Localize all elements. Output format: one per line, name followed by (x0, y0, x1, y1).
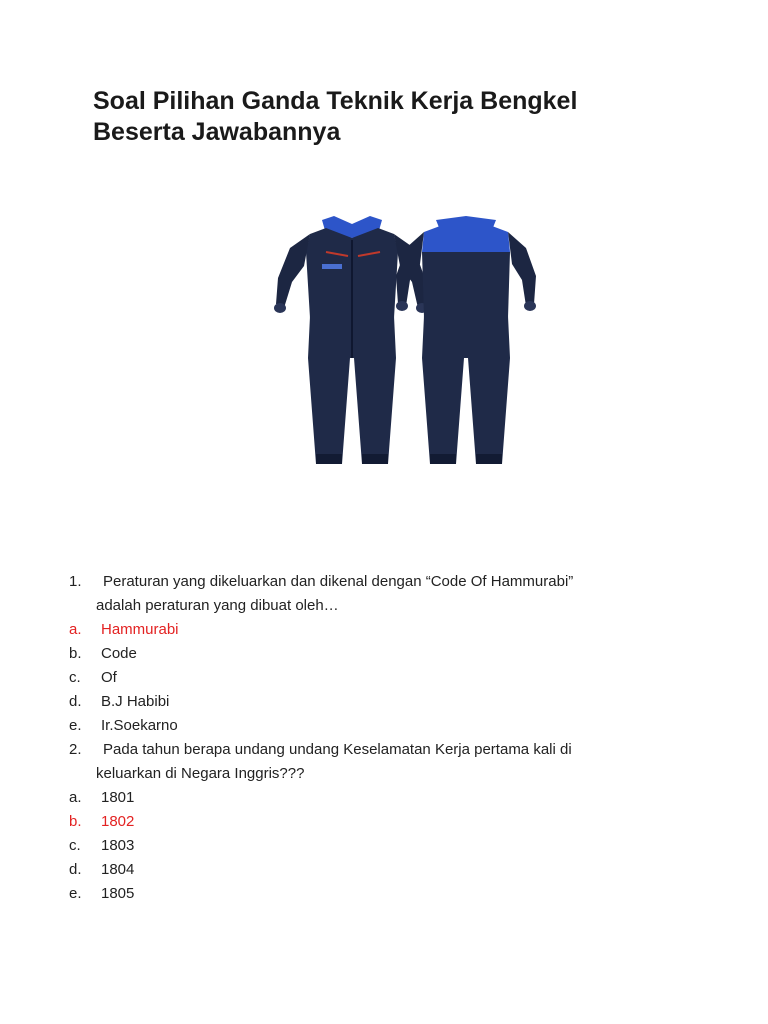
question-number: 2. (69, 741, 82, 758)
option-2c (69, 834, 709, 858)
option-1a (69, 618, 709, 642)
question-text-continued: adalah peraturan yang dibuat oleh… (96, 597, 339, 614)
question-2-continued (69, 762, 709, 786)
option-text: B.J Habibi (101, 693, 170, 710)
option-1e (69, 714, 709, 738)
option-text: 1802 (101, 813, 135, 830)
option-1d (69, 690, 709, 714)
option-letter: b. (69, 645, 82, 662)
option-letter: b. (69, 813, 82, 830)
option-text: Code (101, 645, 137, 662)
question-number: 1. (69, 573, 82, 590)
question-1 (69, 570, 709, 594)
option-letter: a. (69, 789, 82, 806)
coverall-back (396, 216, 536, 464)
option-letter: c. (69, 837, 81, 854)
question-text-continued: keluarkan di Negara Inggris??? (96, 765, 305, 782)
option-letter: d. (69, 693, 82, 710)
option-text: 1804 (101, 861, 135, 878)
option-2d (69, 858, 709, 882)
option-text: 1803 (101, 837, 135, 854)
question-text: Pada tahun berapa undang undang Keselamatan Kerja pertama kali di (103, 741, 572, 758)
option-letter: e. (69, 885, 82, 902)
title-line-1: Soal Pilihan Ganda Teknik Kerja Bengkel (93, 87, 578, 115)
option-letter: d. (69, 861, 82, 878)
option-text: Hammurabi (101, 621, 179, 638)
option-letter: e. (69, 717, 82, 734)
coverall-illustration (270, 208, 546, 472)
question-1-continued (69, 594, 709, 618)
page-title (93, 86, 713, 148)
option-2b (69, 810, 709, 834)
option-letter: a. (69, 621, 82, 638)
option-2a (69, 786, 709, 810)
question-2 (69, 738, 709, 762)
question-text: Peraturan yang dikeluarkan dan dikenal dengan “Code Of Hammurabi” (103, 573, 574, 590)
option-2e (69, 882, 709, 906)
option-text: 1805 (101, 885, 135, 902)
option-1c (69, 666, 709, 690)
option-text: 1801 (101, 789, 135, 806)
coverall-image (270, 208, 546, 472)
title-line-2: Beserta Jawabannya (93, 118, 341, 146)
option-text: Ir.Soekarno (101, 717, 178, 734)
option-letter: c. (69, 669, 81, 686)
question-list (69, 570, 709, 906)
option-1b (69, 642, 709, 666)
option-text: Of (101, 669, 117, 686)
